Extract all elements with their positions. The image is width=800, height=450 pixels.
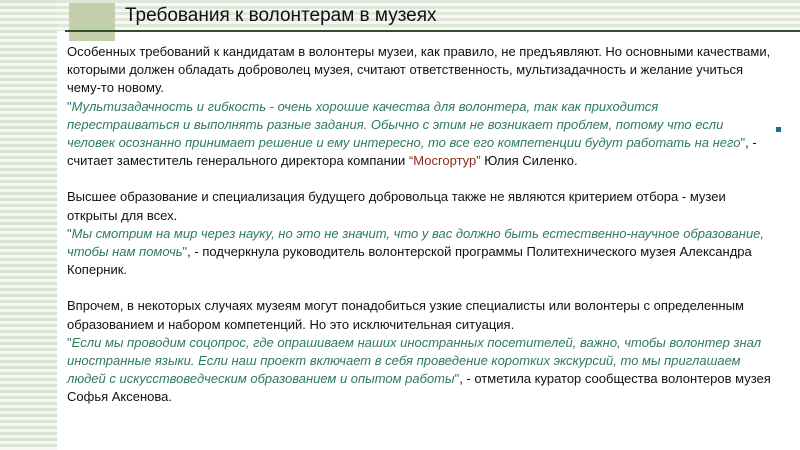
company-name: “Мосгортур” — [408, 153, 481, 169]
slide-title: Требования к волонтерам в музеях — [125, 5, 437, 26]
decorative-side-stripes — [0, 0, 57, 450]
quote-paragraph — [67, 334, 773, 407]
quote-paragraph — [67, 225, 773, 280]
paragraph-gap — [67, 170, 773, 188]
intro-paragraph: Высшее образование и специализация будущего добровольца также не являются критерием отбора - музеи открыты для всех. — [67, 189, 726, 223]
text-block-specialists — [67, 297, 773, 406]
bullet-square-icon — [776, 127, 781, 132]
quote-open-mark: " — [67, 98, 72, 114]
quote-text: Мы смотрим на мир через науку, но это не значит, что у вас должно быть естественно-научное образование, чтобы нам помочь — [67, 225, 765, 260]
attribution-text: , - считает заместитель генерального директора компании — [67, 135, 757, 169]
quote-paragraph — [67, 98, 773, 171]
quote-open-mark: " — [67, 334, 72, 350]
text-block-education — [67, 188, 773, 279]
paragraph-gap — [67, 279, 773, 297]
quote-close-mark: " — [182, 244, 188, 260]
accent-square — [69, 3, 115, 41]
attribution-text: , - отметила куратор сообщества волонтеров музея Софья Аксенова. — [67, 371, 771, 405]
quote-close-mark: " — [740, 135, 746, 151]
slide-body — [67, 43, 773, 407]
title-underline — [65, 30, 800, 32]
quote-text: Мультизадачность и гибкость - очень хорошие качества для волонтера, так как приходится перестраиваться и выполнять разные задания. Обычно с этим не возникает проблем, потому что если человек осознанно принимает решение и ему интересно, то все его компетенции будут работать на него — [67, 98, 741, 151]
intro-paragraph: Особенных требований к кандидатам в волонтеры музеи, как правило, не предъявляют. Но основными качествами, которыми должен обладать доброволец музея, считают ответственность, мультизадачность и желание учиться чему-то новому. — [67, 44, 771, 96]
quote-text: Если мы проводим соцопрос, где опрашиваем наших иностранных посетителей, важно, чтобы волонтер знал иностранные языки. Если наш проект включает в себя проведение коротких экскурсий, то мы приглашаем людей с искусствоведческим образованием и опытом работы — [67, 334, 762, 387]
intro-paragraph: Впрочем, в некоторых случаях музеям могут понадобиться узкие специалисты или волонтеры с определенным образованием и набором компетенций. Но это исключительная ситуация. — [67, 298, 744, 332]
quote-close-mark: " — [454, 371, 460, 387]
quote-open-mark: " — [67, 225, 72, 241]
text-block-multitasking — [67, 43, 773, 170]
attribution-text: , - подчеркнула руководитель волонтерской программы Политехнического музея Александра Коперник. — [67, 244, 752, 278]
attribution-name: Юлия Силенко. — [480, 153, 578, 169]
